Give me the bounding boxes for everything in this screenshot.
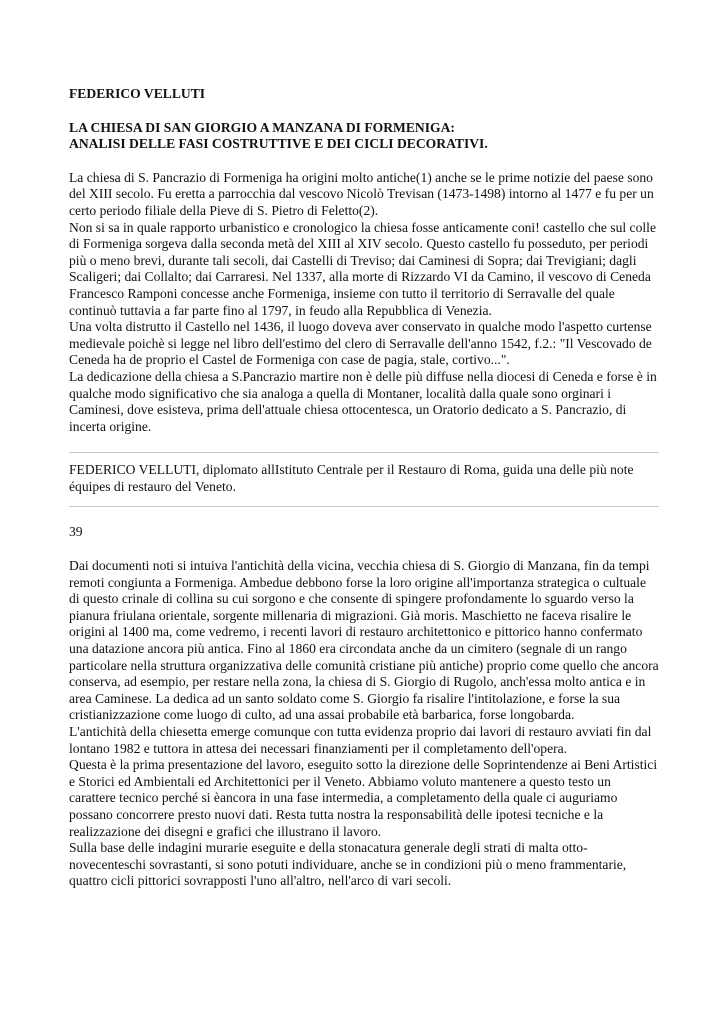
main-section	[69, 558, 659, 890]
article-title	[69, 120, 659, 153]
paragraph: Non si sa in quale rapporto urbanistico e cronologico la chiesa fosse anticamente coni! castello che sul colle di Formeniga sorgeva dalla seconda metà del XIII al XIV secolo. Questo castello fu posseduto, per periodi più o meno brevi, durante tali secoli, dai Castelli di Treviso; dai Caminesi di Sopra; dai Trevigiani; dagli Scaligeri; dai Collalto; dai Carraresi. Nel 1337, alla morte di Rizzardo VI da Camino, il vescovo di Ceneda Francesco Ramponi concesse anche Formeniga, insieme con tutto il territorio di Serravalle del quale continuò tuttavia a far parte fino al 1797, in feudo alla Repubblica di Venezia.	[69, 219, 656, 318]
page-number: 39	[69, 524, 83, 540]
paragraph: Sulla base delle indagini murarie eseguite e della stonacatura generale degli strati di malta otto-novecenteschi sovrastanti, si sono potuti individuare, anche se in condizioni più o meno frammentarie, quattro cicli pittorici sovrapposti l'uno all'altro, nell'arco di vari secoli.	[69, 840, 627, 889]
document-page	[69, 86, 659, 890]
paragraph: Dai documenti noti si intuiva l'antichità della vicina, vecchia chiesa di S. Giorgio di Manzana, fin da tempi remoti congiunta a Formeniga. Ambedue debbono forse la loro origine all'importanza strategica o cultuale di questo crinale di collina su cui sorgono e che consente di spingere profondamente lo sguardo verso la pianura friulana orientale, sorgente millenaria di migrazioni. Già moris. Maschietto ne faceva risalire le origini al 1400 ma, come vedremo, i recenti lavori di restauro architettonico e pittorico hanno confermato una datazione ancora più antica. Fino al 1860 era circondata anche da un cimitero (segnale di un rango particolare nella struttura organizzativa delle comunità cristiane più antiche) proprio come quello che ancora conserva, ad esempio, per restare nella zona, la chiesa di S. Giorgio di Rugolo, anch'essa molto antica e in area Caminese. La dedica ad un santo soldato come S. Giorgio fa risalire l'intitolazione, e forse la sua cristianizzazione come luogo di culto, ad una assai probabile età barbarica, forse longobarda.	[69, 558, 659, 723]
intro-section	[69, 170, 659, 436]
paragraph: La chiesa di S. Pancrazio di Formeniga ha origini molto antiche(1) anche se le prime notizie del paese sono del XIII secolo. Fu eretta a parrocchia dal vescovo Nicolò Trevisan (1473-1498) intorno al 1477 e fu per un certo periodo filiale della Pieve di S. Pietro di Feletto(2).	[69, 169, 654, 218]
paragraph: La dedicazione della chiesa a S.Pancrazio martire non è delle più diffuse nella diocesi di Ceneda e forse è in qualche modo significativo che sia analoga a quella di Montaner, località dalla quale sono orginari i Caminesi, dove esisteva, prima dell'attuale chiesa ottocentesca, un Oratorio dedicato a S. Pancrazio, di incerta origine.	[69, 368, 657, 434]
author-bio: FEDERICO VELLUTI, diplomato allIstituto Centrale per il Restauro di Roma, guida una delle più note équipes di restauro del Veneto.	[69, 462, 634, 494]
divider-top	[69, 452, 659, 453]
divider-bottom	[69, 506, 659, 507]
title-line-2: ANALISI DELLE FASI COSTRUTTIVE E DEI CICLI DECORATIVI.	[69, 136, 488, 152]
paragraph: L'antichità della chiesetta emerge comunque con tutta evidenza proprio dai lavori di restauro avviati fin dal lontano 1982 e tuttora in attesa dei necessari finanziamenti per il completamento dell'opera.	[69, 724, 652, 756]
title-line-1: LA CHIESA DI SAN GIORGIO A MANZANA DI FORMENIGA:	[69, 119, 455, 135]
author-heading: FEDERICO VELLUTI	[69, 86, 206, 101]
paragraph: Questa è la prima presentazione del lavoro, eseguito sotto la direzione delle Soprintendenze ai Beni Artistici e Storici ed Ambientali ed Architettonici per il Veneto. Abbiamo voluto mantenere a questo testo un carattere tecnico perché si èancora in una fase intermedia, a completamento della quale ci auguriamo possano concorrere presto nuovi dati. Resta tutta nostra la responsabilità delle ipotesi tecniche e la realizzazione dei disegni e grafici che illustrano il lavoro.	[69, 757, 658, 839]
paragraph: Una volta distrutto il Castello nel 1436, il luogo doveva aver conservato in qualche modo l'aspetto curtense medievale poichè si legge nel libro dell'estimo del clero di Serravalle dell'anno 1542, f.2.: "Il Vescovado de Ceneda ha de proprio el Castel de Formeniga con case de pagia, stale, cortivo...".	[69, 319, 652, 368]
